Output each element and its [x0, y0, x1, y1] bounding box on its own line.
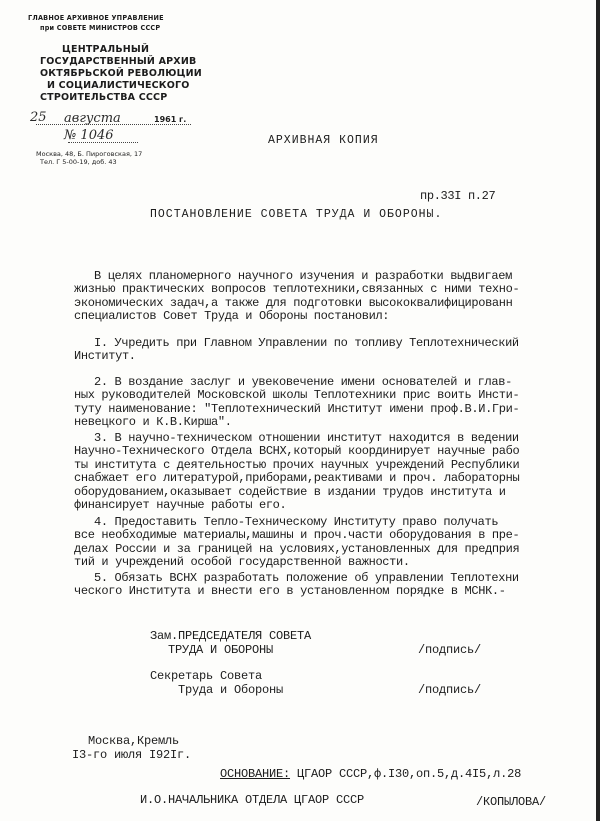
letterhead-number	[56, 128, 166, 146]
item-3-line-2: Научно-Технического Отдела ВСНХ,который координирует научные рабо	[74, 444, 520, 459]
date-year: 1961 г.	[154, 115, 187, 124]
letterhead-org3: ОКТЯБРЬСКОЙ РЕВОЛЮЦИИ	[40, 68, 202, 79]
item-5-line-1: 5. Обязать ВСНХ разработать положение об управлении Теплотехни	[94, 571, 519, 585]
item-4-line-3: делах России и за границей на условиях,установленных для предприя	[74, 541, 520, 556]
letterhead-address2: Тел. Г 5-00-19, доб. 43	[40, 158, 117, 166]
item-2-line-1: 2. В воздание заслуг и увековечение имени основателей и глав-	[94, 375, 512, 389]
archive-copy-stamp: АРХИВНАЯ КОПИЯ	[268, 134, 379, 147]
item-4-line-1: 4. Предоставить Тепло-Техническому Институту право получать	[94, 515, 499, 529]
item-3-line-6: финансирует научные работы его.	[74, 498, 287, 512]
item-2-line-2: ных руководителей Московской школы Теплотехники прис воить Инсти-	[74, 388, 520, 403]
letterhead-line1: ГЛАВНОЕ АРХИВНОЕ УПРАВЛЕНИЕ	[28, 13, 164, 23]
item-3-line-4: снабжает его литературой,приборами,реактивами и проч. лабораторны	[74, 471, 520, 486]
signature-2-mark: /подпись/	[418, 683, 482, 697]
item-4-line-4: тий и учреждений особой государственной важности.	[74, 555, 410, 570]
basis	[220, 768, 521, 781]
letterhead-org2: ГОСУДАРСТВЕННЫЙ АРХИВ	[40, 56, 197, 67]
date-month: августа	[64, 111, 121, 126]
number-value: № 1046	[64, 128, 114, 143]
place: Москва,Кремль	[88, 734, 180, 748]
date: I3-го июля I92Iг.	[72, 748, 192, 762]
item-5-line-2: ческого Института и внести его в установленном порядке в МСНК.-	[74, 584, 506, 599]
date-day: 25	[30, 110, 47, 125]
signature-1-mark: /подпись/	[418, 643, 482, 657]
item-2-line-4: невецкого и К.В.Кирша".	[74, 415, 232, 430]
item-3-line-1: 3. В научно-техническом отношении институт находится в ведении	[94, 431, 519, 445]
intro-line-2: жизнью практических вопросов теплотехники,связанных с ними техно-	[74, 282, 520, 297]
intro-line-1: В целях планомерного научного изучения и разработки выдвигаем	[94, 269, 512, 283]
item-3-line-3: ты института с деятельностью прочих научных учреждений Республики	[74, 457, 520, 472]
reference-number: пр.33I п.27	[420, 189, 496, 203]
basis-value: ЦГАОР СССР,ф.I30,оп.5,д.4I5,л.28	[297, 767, 522, 781]
letterhead-line2: при СОВЕТЕ МИНИСТРОВ СССР	[40, 23, 161, 33]
intro-line-3: экономических задач,а также для подготовки высококвалифицированн	[74, 295, 513, 310]
signature-2-line-2: Труда и Обороны	[178, 683, 284, 697]
document-title: ПОСТАНОВЛЕНИЕ СОВЕТА ТРУДА И ОБОРОНЫ.	[150, 208, 443, 221]
signature-2-line-1: Секретарь Совета	[150, 669, 263, 683]
chief-name: /КОПЫЛОВА/	[476, 795, 547, 809]
scan-edge	[596, 0, 600, 821]
signature-1-line-2: ТРУДА И ОБОРОНЫ	[168, 643, 274, 657]
letterhead-org5: СТРОИТЕЛЬСТВА СССР	[40, 92, 168, 103]
basis-label: ОСНОВАНИЕ:	[220, 767, 291, 781]
signature-1-line-1: Зам.ПРЕДСЕДАТЕЛЯ СОВЕТА	[150, 629, 312, 643]
item-3-line-5: оборудованием,оказывает содействие в издании трудов института и	[74, 484, 506, 499]
letterhead-org4: И СОЦИАЛИСТИЧЕСКОГО	[47, 80, 190, 91]
chief-title: И.О.НАЧАЛЬНИКА ОТДЕЛА ЦГАОР СССР	[140, 793, 365, 807]
item-2-line-3: туту наименование: "Теплотехнический Институт имени проф.В.И.Гри-	[74, 401, 520, 416]
letterhead-date	[30, 110, 210, 128]
item-4-line-2: все необходимые материалы,машины и проч.части оборудования в пре-	[74, 528, 520, 543]
item-1-line-2: Институт.	[74, 349, 136, 364]
item-1-line-1: I. Учредить при Главном Управлении по топливу Теплотехнический	[94, 336, 519, 350]
intro-line-4: специалистов Совет Труда и Обороны постановил:	[74, 309, 390, 324]
letterhead-org1: ЦЕНТРАЛЬНЫЙ	[62, 44, 150, 55]
letterhead-address1: Москва, 48, Б. Пироговская, 17	[36, 150, 143, 158]
